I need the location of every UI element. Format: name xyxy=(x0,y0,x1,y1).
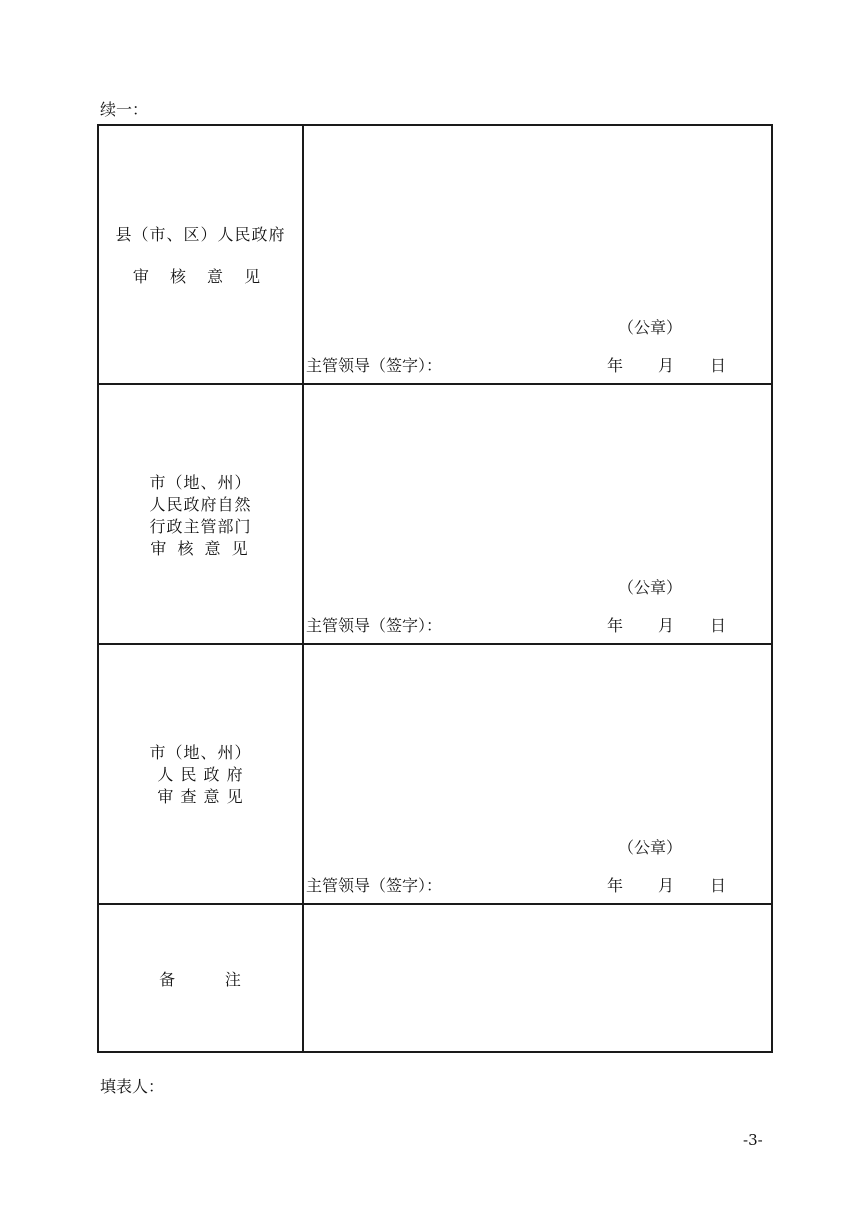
prefecture-dept-signer-label: 主管领导（签字）： xyxy=(306,616,443,635)
county-review-label-line-2 xyxy=(99,246,302,266)
county-date-month: 月 xyxy=(658,356,675,375)
county-seal-label: （公章） xyxy=(618,318,683,337)
prefecture-gov-review-label xyxy=(99,742,302,808)
prefecture-gov-date-month: 月 xyxy=(658,876,675,895)
prefecture-dept-seal-label: （公章） xyxy=(618,578,683,597)
prefecture-dept-date-year: 年 xyxy=(607,616,624,635)
prefecture-gov-signer-label: 主管领导（签字）： xyxy=(306,876,443,895)
prefecture-gov-label-line-2: 人 民 政 府 xyxy=(157,765,244,784)
row-divider-3 xyxy=(99,903,771,905)
continuation-label: 续一： xyxy=(100,100,149,119)
row-divider-1 xyxy=(99,383,771,385)
prefecture-gov-date-day: 日 xyxy=(710,876,727,895)
row-divider-2 xyxy=(99,643,771,645)
prefecture-dept-label-line-1: 市（地、州） xyxy=(149,473,252,492)
page-number: -3- xyxy=(743,1131,763,1149)
county-review-label xyxy=(99,224,302,288)
prefecture-dept-label-line-3: 行政主管部门 xyxy=(149,517,252,536)
county-signer-label: 主管领导（签字）： xyxy=(306,356,443,375)
prefecture-dept-date-month: 月 xyxy=(658,616,675,635)
prefecture-gov-label-line-1: 市（地、州） xyxy=(149,743,252,762)
county-review-label-line-3: 审 核 意 见 xyxy=(132,267,269,286)
prefecture-gov-date-year: 年 xyxy=(607,876,624,895)
county-review-label-line-1: 县（市、区）人民政府 xyxy=(115,225,286,244)
form-filler-label: 填表人： xyxy=(100,1077,165,1096)
prefecture-dept-label-line-2: 人民政府自然 xyxy=(149,495,252,514)
prefecture-dept-review-label xyxy=(99,472,302,560)
review-opinion-table xyxy=(97,124,773,1053)
remarks-label-text: 备 注 xyxy=(159,970,242,989)
county-date-year: 年 xyxy=(607,356,624,375)
prefecture-gov-seal-label: （公章） xyxy=(618,838,683,857)
remarks-label xyxy=(99,969,302,991)
prefecture-dept-date-day: 日 xyxy=(710,616,727,635)
county-date-day: 日 xyxy=(710,356,727,375)
prefecture-dept-label-line-4: 审 核 意 见 xyxy=(150,539,251,558)
prefecture-gov-label-line-3: 审 查 意 见 xyxy=(157,787,244,806)
column-divider xyxy=(302,126,304,1051)
